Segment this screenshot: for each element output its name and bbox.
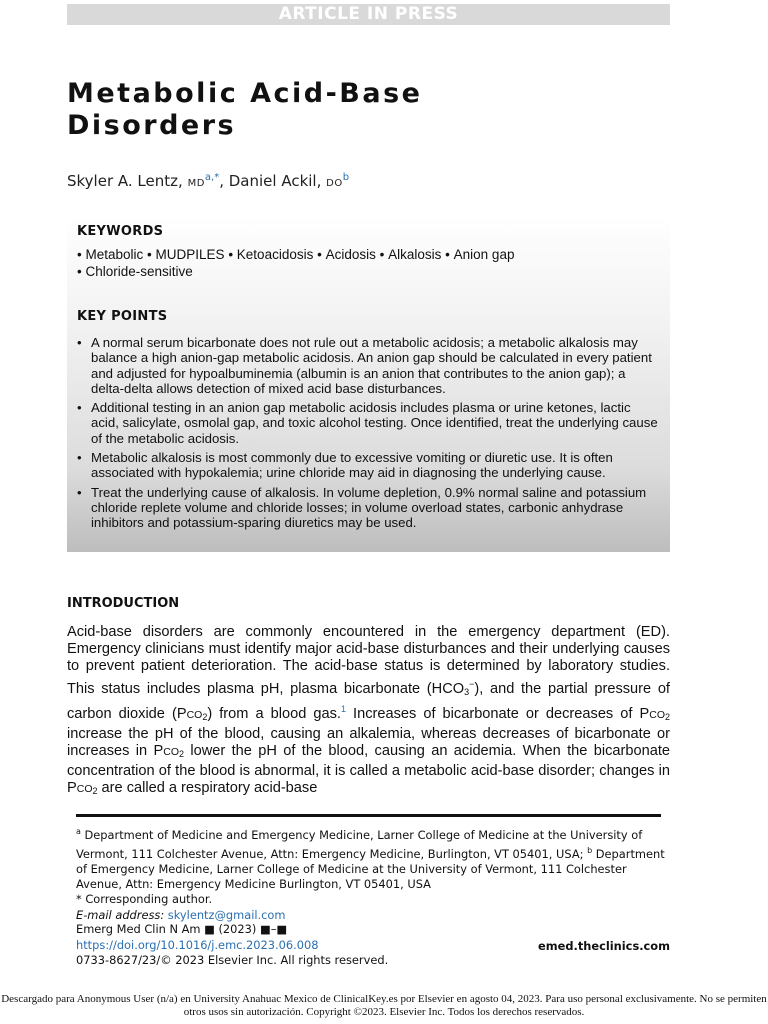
intro-text: ), and the partial pressure of carbon dioxide (P [67, 680, 670, 722]
intro-text: are called a respiratory acid-base [97, 780, 318, 797]
keyword-item: • Metabolic [77, 247, 143, 262]
key-point-item: • Metabolic alkalosis is most commonly due to excessive vomiting or diuretic use. It is often associated with hypokalemia; urine chloride may aid in diagnosing the underlying cause. [77, 450, 659, 481]
intro-text: lower the pH of the blood, causing an acidemia. When the bicarbonate concentration of the blood is abnormal, it is called a metabolic acid-base disorder; changes in P [67, 742, 670, 797]
footnote-divider [76, 814, 661, 817]
subscript: 2 [664, 711, 670, 722]
affiliation-a: Department of Medicine and Emergency Medicine, Larner College of Medicine at the University of Vermont, 111 Colchester Avenue, Attn: Emergency Medicine, Burlington, VT 05401, USA; [76, 827, 643, 861]
download-notice: Descargado para Anonymous User (n/a) en University Anahuac Mexico de ClinicalKey.es por Elsevier en agosto 04, 2023. Para uso personal exclusivamente. No se permiten otros usos sin autorización. Copyright ©2023. Elsevier Inc. Todos los derechos reservados. [1, 993, 767, 1018]
email-line [76, 908, 666, 923]
keyword-item: • Chloride-sensitive [77, 264, 193, 279]
journal-citation: Emerg Med Clin N Am ■ (2023) ■–■ [76, 922, 288, 936]
email-label: E-mail address: [76, 907, 165, 922]
author-1-degree: MD [187, 178, 205, 189]
key-point-item: • A normal serum bicarbonate does not rule out a metabolic acidosis; a metabolic alkalosis may balance a high anion-gap metabolic acidosis. An anion gap should be calculated in every patient and adjusted for hypoalbuminemia (albumin is an anion that contributes to the anion gap); a delta-delta allows detection of mixed acid base disturbances. [77, 335, 659, 396]
title-line-2: Disorders [67, 110, 237, 141]
author-2-name: , Daniel Ackil, [219, 172, 322, 190]
subscript: 2 [202, 711, 208, 722]
footnotes [76, 824, 666, 923]
affiliations [76, 824, 666, 892]
introduction-heading: INTRODUCTION [67, 596, 180, 611]
intro-text: ) from a blood gas. [207, 705, 341, 722]
introduction-paragraph [67, 624, 670, 801]
affiliation-a-mark: a [76, 827, 81, 836]
subscript: 2 [92, 786, 98, 797]
reference-link[interactable]: 1 [340, 703, 346, 714]
keyword-item: • Ketoacidosis [228, 247, 313, 262]
email-link[interactable]: skylentz@gmail.com [167, 907, 286, 922]
pco2-co: CO [163, 745, 180, 758]
key-points-list [77, 335, 659, 535]
author-2-degree: DO [326, 178, 343, 189]
keyword-item: • MUDPILES [147, 247, 225, 262]
keywords-heading: KEYWORDS [77, 224, 164, 239]
key-point-item: • Treat the underlying cause of alkalosis. In volume depletion, 0.9% normal saline and potassium chloride replete volume and chloride losses; in volume overload states, carbonic anhydrase inhibitors and potassium-sparing diuretics may be used. [77, 485, 659, 531]
subscript: 3 [464, 686, 470, 697]
pco2-co: CO [76, 783, 93, 796]
keyword-item: • Alkalosis [380, 247, 442, 262]
article-in-press-banner: ARTICLE IN PRESS [67, 4, 670, 25]
subscript: 2 [179, 748, 185, 759]
intro-text: Increases of bicarbonate or decreases of P [345, 705, 650, 722]
doi-link[interactable]: https://doi.org/10.1016/j.emc.2023.06.008 [76, 937, 319, 952]
key-point-item: • Additional testing in an anion gap metabolic acidosis includes plasma or urine ketones, lactic acid, salicylate, osmolal gap, and toxic alcohol testing. Once identified, treat the underlying cause of the metabolic acidosis. [77, 400, 659, 446]
author-list [67, 172, 667, 190]
author-1-affiliation-link[interactable]: a,* [204, 172, 220, 183]
author-1-name: Skyler A. Lentz, [67, 172, 183, 190]
pco2-co: CO [186, 708, 203, 721]
journal-website[interactable]: emed.theclinics.com [538, 939, 670, 953]
keywords-keypoints-box [67, 216, 670, 552]
corresponding-author-note: * Corresponding author. [76, 892, 213, 907]
title-line-1: Metabolic Acid-Base [67, 78, 423, 109]
affiliation-b: Department of Emergency Medicine, Larner College of Medicine at the University of Vermont, 111 Colchester Avenue, Attn: Emergency Medicine Burlington, VT 05401, USA [76, 846, 665, 892]
keyword-item: • Anion gap [445, 247, 514, 262]
intro-text: increase the pH of the blood, causing an alkalemia, whereas decreases of bicarbonate or increases in P [67, 725, 670, 759]
keyword-item: • Acidosis [317, 247, 376, 262]
intro-text: Acid-base disorders are commonly encountered in the emergency department (ED). Emergency clinicians must identify major acid-base disturbances and their underlying causes to prevent patient deterioration. The acid-base status is determined by laboratory studies. This status includes plasma pH, plasma bicarbonate (HCO [67, 624, 670, 697]
key-points-heading: KEY POINTS [77, 309, 168, 324]
article-title [67, 78, 667, 142]
keywords-list [77, 246, 657, 280]
author-2-affiliation-link[interactable]: b [342, 172, 350, 183]
pco2-co: CO [649, 708, 665, 721]
superscript-minus: − [469, 678, 475, 689]
copyright-line: 0733-8627/23/© 2023 Elsevier Inc. All rights reserved. [76, 953, 389, 968]
affiliation-b-mark: b [587, 846, 593, 855]
